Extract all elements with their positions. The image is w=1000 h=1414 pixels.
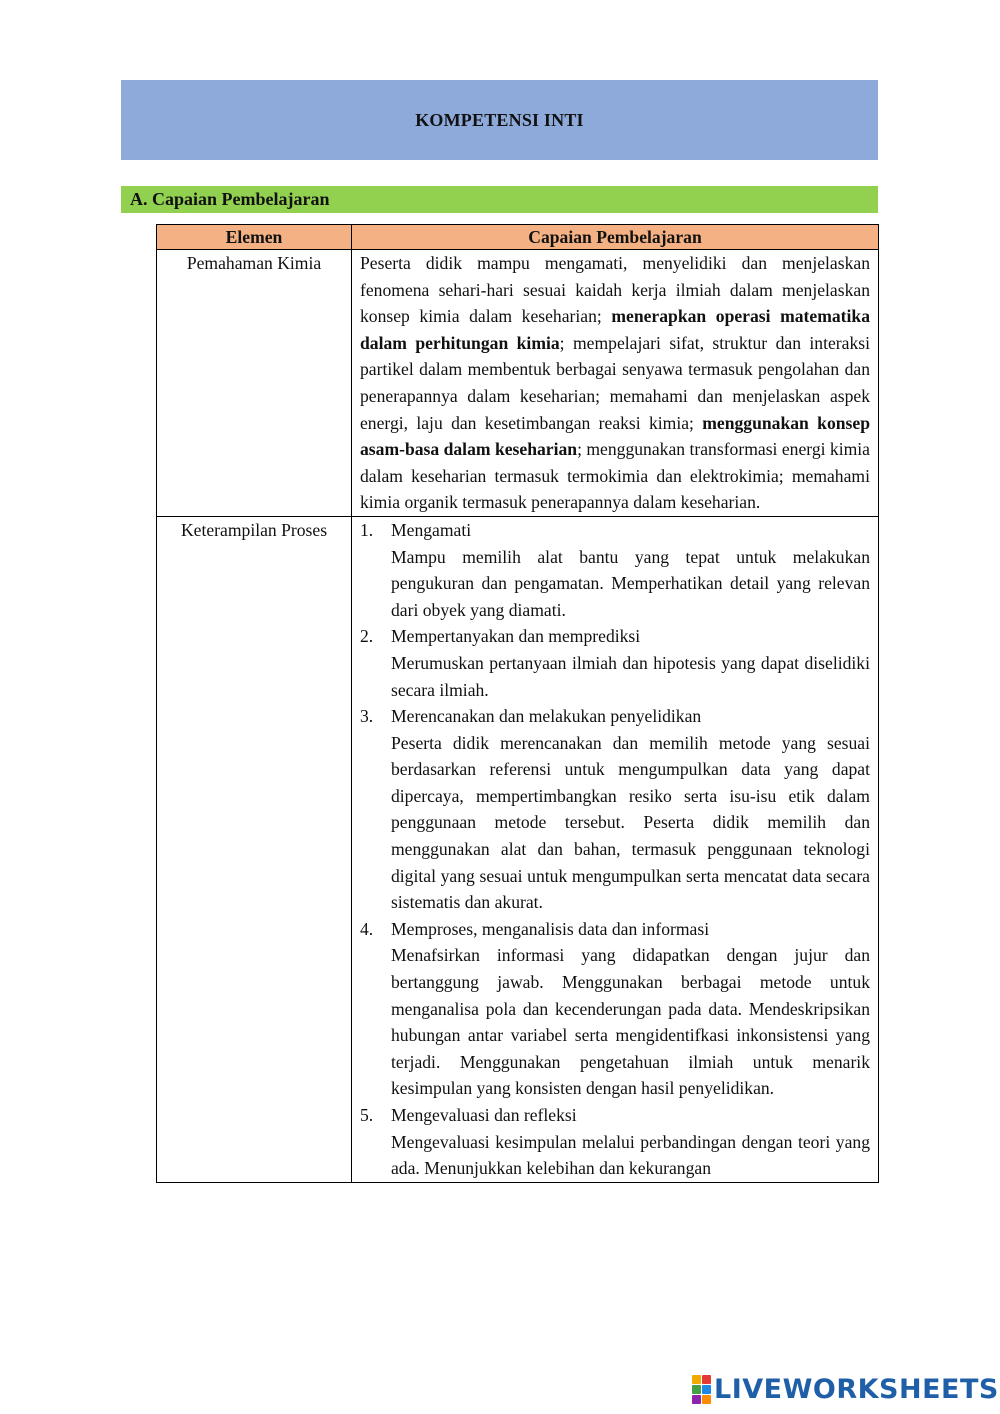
list-number: 2. (360, 626, 374, 647)
list-number: 4. (360, 918, 374, 939)
bold-text-segment: menggunakan konsep asam-basa dalam keseharian (360, 412, 870, 460)
text-segment: Peserta didik mampu mengamati, menyelidiki dan menjelaskan fenomena sehari-hari sesuai kaidah kerja ilmiah dalam menjelaskan konsep kimia dalam keseharian; (360, 253, 870, 327)
step-description: Menafsirkan informasi yang didapatkan dengan jujur dan bertanggung jawab. Menggunakan berbagai metode untuk menganalisa pola dan kecenderungan pada data. Mendeskripsikan hubungan antar variabel serta mengidentifkasi inkonsistensi yang terjadi. Menggunakan pengetahuan ilmiah untuk menarik kesimpulan yang konsisten dengan hasil penyelidikan. (391, 945, 870, 1099)
text-segment: ; menggunakan transformasi energi kimia dalam keseharian termasuk termokimia dan elektrokimia; memahami kimia organik termasuk penerapannya dalam keseharian. (360, 439, 870, 513)
logo-block (692, 1385, 701, 1394)
page-title: KOMPETENSI INTI (415, 109, 584, 130)
logo-blocks-icon (692, 1375, 711, 1404)
element-cell: Pemahaman Kimia (157, 250, 352, 517)
step-title: Mengevaluasi dan refleksi (391, 1105, 577, 1125)
table-row (157, 516, 879, 1182)
step-title: Mengamati (391, 519, 472, 540)
section-title: A. Capaian Pembelajaran (130, 189, 330, 209)
list-item (360, 703, 870, 916)
list-number: 3. (360, 706, 374, 727)
list-item (360, 916, 870, 1102)
text-segment: ; mempelajari sifat, struktur dan interaksi partikel dalam membentuk berbagai senyawa termasuk pengolahan dan penerapannya dalam keseharian; memahami dan menjelaskan aspek energi, laju dan kesetimbangan reaksi kimia; (360, 332, 870, 433)
logo-block (692, 1375, 701, 1384)
step-description: Peserta didik merencanakan dan memilih metode yang sesuai berdasarkan referensi untuk mengumpulkan data yang dapat dipercaya, mempertimbangkan resiko serta isu-isu etik dalam penggunaan metode tersebut. Peserta didik memilih dan menggunakan alat dan bahan, termasuk penggunaan teknologi digital yang sesuai untuk mengumpulkan serta mencatat data secara sistematis dan akurat. (391, 732, 870, 913)
process-steps-list (360, 517, 870, 1182)
logo-block (702, 1385, 711, 1394)
step-title: Mempertanyakan dan memprediksi (391, 626, 641, 647)
table-row (157, 250, 879, 517)
step-title: Merencanakan dan melakukan penyelidikan (391, 706, 702, 727)
list-number: 5. (360, 1105, 374, 1125)
column-header-elemen: Elemen (157, 225, 352, 250)
description-cell (352, 250, 879, 517)
list-item (360, 517, 870, 623)
column-header-capaian: Capaian Pembelajaran (352, 225, 879, 250)
capaian-table (156, 224, 879, 1183)
step-description: Merumuskan pertanyaan ilmiah dan hipotesis yang dapat diselidiki secara ilmiah. (391, 652, 870, 700)
list-number: 1. (360, 519, 374, 540)
logo-wordmark: LIVEWORKSHEETS (714, 1373, 999, 1405)
liveworksheets-logo (692, 1373, 999, 1405)
logo-block (702, 1395, 711, 1404)
section-bar (121, 186, 878, 213)
list-item (360, 1102, 870, 1182)
table-header-row (157, 225, 879, 250)
logo-block (692, 1395, 701, 1404)
step-description: Mampu memilih alat bantu yang tepat untuk melakukan pengukuran dan pengamatan. Memperhatikan detail yang relevan dari obyek yang diamati. (391, 546, 870, 620)
logo-block (702, 1375, 711, 1384)
header-band (121, 80, 878, 160)
element-cell: Keterampilan Proses (157, 516, 352, 1182)
list-item (360, 623, 870, 703)
description-cell (352, 516, 879, 1182)
bold-text-segment: menerapkan operasi matematika dalam perhitungan kimia (360, 306, 871, 353)
step-description: Mengevaluasi kesimpulan melalui perbandingan dengan teori yang ada. Menunjukkan kelebihan dan kekurangan (391, 1131, 870, 1179)
step-title: Memproses, menganalisis data dan informasi (391, 918, 710, 939)
